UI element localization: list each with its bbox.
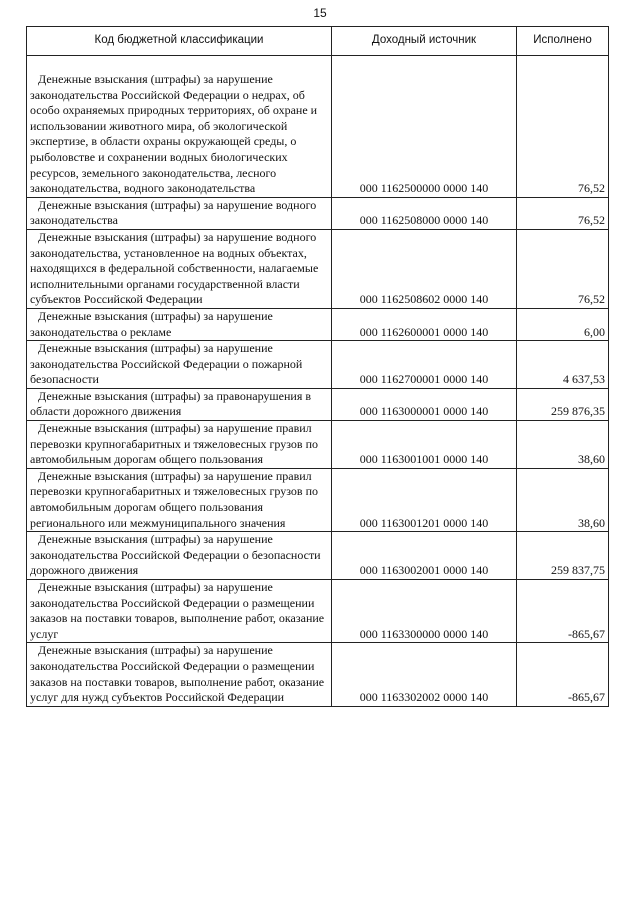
row-code: 000 1162600001 0000 140	[332, 308, 517, 340]
row-code: 000 1163001001 0000 140	[332, 421, 517, 469]
table-row	[27, 229, 609, 308]
header-classification: Код бюджетной классификации	[27, 27, 332, 56]
row-code: 000 1163300000 0000 140	[332, 580, 517, 643]
row-amount: 4 637,53	[517, 341, 609, 389]
row-amount: 259 876,35	[517, 388, 609, 420]
table-row	[27, 308, 609, 340]
row-description: Денежные взыскания (штрафы) за нарушение законодательства Российской Федерации о безопасности дорожного движения	[27, 532, 332, 580]
table-row	[27, 532, 609, 580]
row-amount: 38,60	[517, 468, 609, 531]
row-amount: 38,60	[517, 421, 609, 469]
row-description: Денежные взыскания (штрафы) за нарушение правил перевозки крупногабаритных и тяжеловесных грузов по автомобильным дорогам общего пользования	[27, 421, 332, 469]
row-amount: 76,52	[517, 197, 609, 229]
table-row	[27, 388, 609, 420]
row-description: Денежные взыскания (штрафы) за нарушение законодательства Российской Федерации о размещении заказов на поставки товаров, выполнение работ, оказание услуг	[27, 580, 332, 643]
row-amount: 259 837,75	[517, 532, 609, 580]
row-description: Денежные взыскания (штрафы) за нарушение законодательства Российской Федерации о пожарной безопасности	[27, 341, 332, 389]
page-number: 15	[313, 6, 327, 20]
budget-table	[26, 26, 609, 707]
row-code: 000 1163302002 0000 140	[332, 643, 517, 706]
row-description: Денежные взыскания (штрафы) за нарушение законодательства Российской Федерации о недрах, об особо охраняемых природных территориях, об охране и использовании животного мира, об экологической экспертизе, в области охраны окружающей среды, о рыболовстве и сохранении водных биологических ресурсов, земельного законодательства, лесного законодательства, водного законодательства	[27, 56, 332, 198]
header-source: Доходный источник	[332, 27, 517, 56]
row-amount: 76,52	[517, 229, 609, 308]
row-code: 000 1162700001 0000 140	[332, 341, 517, 389]
row-amount: 6,00	[517, 308, 609, 340]
row-code: 000 1162500000 0000 140	[332, 56, 517, 198]
row-description: Денежные взыскания (штрафы) за правонарушения в области дорожного движения	[27, 388, 332, 420]
table-row	[27, 56, 609, 198]
table-row	[27, 468, 609, 531]
row-code: 000 1162508000 0000 140	[332, 197, 517, 229]
table-row	[27, 580, 609, 643]
row-description: Денежные взыскания (штрафы) за нарушение водного законодательства	[27, 197, 332, 229]
row-code: 000 1162508602 0000 140	[332, 229, 517, 308]
row-code: 000 1163002001 0000 140	[332, 532, 517, 580]
row-amount: -865,67	[517, 643, 609, 706]
row-description: Денежные взыскания (штрафы) за нарушение водного законодательства, установленное на водных объектах, находящихся в федеральной собственности, налагаемые исполнительными органами государственной власти субъектов Российской Федерации	[27, 229, 332, 308]
table-row	[27, 197, 609, 229]
row-code: 000 1163001201 0000 140	[332, 468, 517, 531]
row-description: Денежные взыскания (штрафы) за нарушение законодательства Российской Федерации о размещении заказов на поставки товаров, выполнение работ, оказание услуг для нужд субъектов Российской Федерации	[27, 643, 332, 706]
row-description: Денежные взыскания (штрафы) за нарушение правил перевозки крупногабаритных и тяжеловесных грузов по автомобильным дорогам общего пользования регионального или межмуниципального значения	[27, 468, 332, 531]
row-amount: -865,67	[517, 580, 609, 643]
row-code: 000 1163000001 0000 140	[332, 388, 517, 420]
table-row	[27, 341, 609, 389]
header-executed: Исполнено	[517, 27, 609, 56]
table-row	[27, 643, 609, 706]
table-row	[27, 421, 609, 469]
table-header-row	[27, 27, 609, 56]
row-amount: 76,52	[517, 56, 609, 198]
row-description: Денежные взыскания (штрафы) за нарушение законодательства о рекламе	[27, 308, 332, 340]
